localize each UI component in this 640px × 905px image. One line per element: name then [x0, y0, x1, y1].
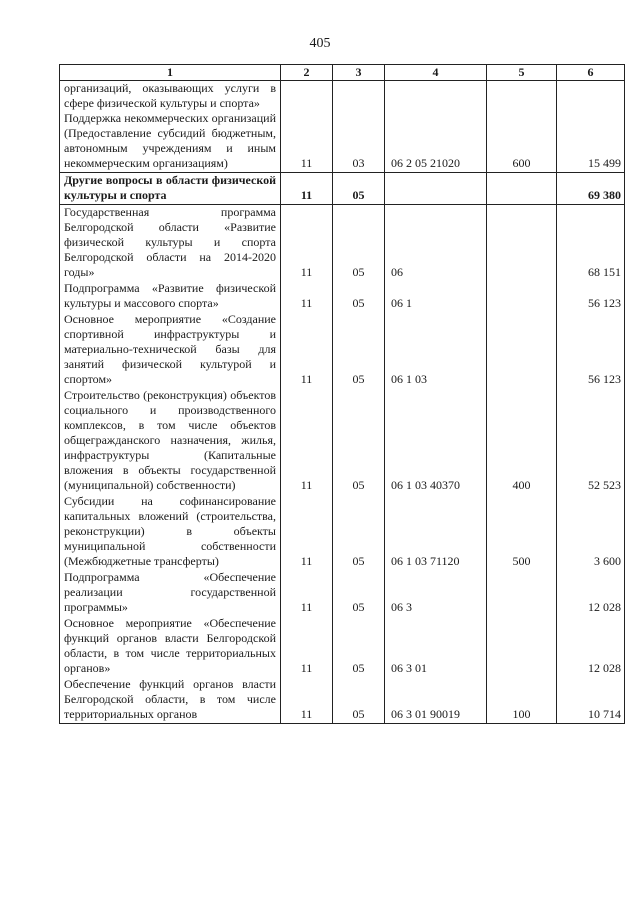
target-article-cell: 06 1 03	[385, 312, 487, 388]
subsection-cell: 05	[333, 570, 385, 616]
target-article-cell	[385, 173, 487, 205]
section-cell: 11	[281, 312, 333, 388]
column-header-name: 1	[60, 65, 281, 81]
row-name-text: организаций, оказывающих услуги в сфере физической культуры и спорта»	[64, 81, 276, 110]
row-name-cell	[60, 205, 281, 282]
budget-table	[59, 64, 625, 724]
column-header-subsection: 3	[333, 65, 385, 81]
amount-cell: 52 523	[557, 388, 625, 494]
section-cell: 11	[281, 494, 333, 570]
table-row	[60, 205, 625, 282]
amount-cell: 68 151	[557, 205, 625, 282]
table-body	[60, 81, 625, 724]
amount-cell: 56 123	[557, 281, 625, 312]
row-name-cell	[60, 616, 281, 677]
table-row	[60, 616, 625, 677]
column-header-amount: 6	[557, 65, 625, 81]
table-row	[60, 494, 625, 570]
column-header-expense-type: 5	[487, 65, 557, 81]
row-name-cell	[60, 570, 281, 616]
row-name-text: Подпрограмма «Обеспечение реализации государственной программы»	[64, 570, 276, 614]
amount-cell: 3 600	[557, 494, 625, 570]
section-cell: 11	[281, 173, 333, 205]
expense-type-cell	[487, 616, 557, 677]
amount-cell: 15 499	[557, 81, 625, 173]
section-cell: 11	[281, 616, 333, 677]
table-row	[60, 81, 625, 173]
amount-cell: 56 123	[557, 312, 625, 388]
row-name-cell	[60, 677, 281, 724]
subsection-cell: 05	[333, 173, 385, 205]
subsection-cell: 05	[333, 494, 385, 570]
expense-type-cell	[487, 312, 557, 388]
amount-cell: 10 714	[557, 677, 625, 724]
table-row	[60, 388, 625, 494]
target-article-cell: 06 3 01	[385, 616, 487, 677]
row-name-cell	[60, 388, 281, 494]
row-name-text: Государственная программа Белгородской области «Развитие физической культуры и спорта Белгородской области на 2014-2020 годы»	[64, 205, 276, 279]
subsection-cell: 05	[333, 205, 385, 282]
expense-type-cell: 600	[487, 81, 557, 173]
row-name-text: Строительство (реконструкция) объектов социального и производственного комплексов, в том числе объектов общегражданского назначения, жилья, инфраструктуры (Капитальные вложения в объекты государственной (муниципальной) собственности)	[64, 388, 276, 492]
expense-type-cell: 400	[487, 388, 557, 494]
expense-type-cell: 500	[487, 494, 557, 570]
expense-type-cell: 100	[487, 677, 557, 724]
subsection-cell: 05	[333, 616, 385, 677]
row-name-text: Основное мероприятие «Создание спортивной инфраструктуры и материально-технической базы для занятий физической культурой и спортом»	[64, 312, 276, 386]
row-name-text: Поддержка некоммерческих организаций (Предоставление субсидий бюджетным, автономным учреждениям и иным некоммерческим организациям)	[64, 111, 276, 170]
target-article-cell: 06 2 05 21020	[385, 81, 487, 173]
row-name-text: Обеспечение функций органов власти Белгородской области, в том числе территориальных органов	[64, 677, 276, 721]
row-name-cell	[60, 81, 281, 173]
table-row	[60, 677, 625, 724]
amount-cell: 69 380	[557, 173, 625, 205]
row-name-cell	[60, 281, 281, 312]
table-row	[60, 312, 625, 388]
section-cell: 11	[281, 677, 333, 724]
expense-type-cell	[487, 205, 557, 282]
subsection-cell: 05	[333, 677, 385, 724]
table-row	[60, 173, 625, 205]
section-cell: 11	[281, 81, 333, 173]
page-number: 405	[309, 36, 331, 51]
target-article-cell: 06 3	[385, 570, 487, 616]
row-name-text: Субсидии на софинансирование капитальных вложений (строительства, реконструкции) в объекты муниципальной собственности (Межбюджетные трансферты)	[64, 494, 276, 568]
section-cell: 11	[281, 205, 333, 282]
section-cell: 11	[281, 388, 333, 494]
expense-type-cell	[487, 281, 557, 312]
row-name-cell	[60, 173, 281, 205]
subsection-cell: 05	[333, 281, 385, 312]
column-header-target-article: 4	[385, 65, 487, 81]
table-header-row	[60, 65, 625, 81]
column-header-section: 2	[281, 65, 333, 81]
target-article-cell: 06	[385, 205, 487, 282]
row-name-text: Другие вопросы в области физической культуры и спорта	[64, 173, 276, 202]
row-name-text: Основное мероприятие «Обеспечение функций органов власти Белгородской области, в том числе территориальных органов»	[64, 616, 276, 675]
subsection-cell: 05	[333, 388, 385, 494]
table-row	[60, 281, 625, 312]
amount-cell: 12 028	[557, 570, 625, 616]
expense-type-cell	[487, 173, 557, 205]
amount-cell: 12 028	[557, 616, 625, 677]
target-article-cell: 06 1 03 40370	[385, 388, 487, 494]
row-name-cell	[60, 494, 281, 570]
row-name-text: Подпрограмма «Развитие физической культуры и массового спорта»	[64, 281, 276, 310]
section-cell: 11	[281, 570, 333, 616]
section-cell: 11	[281, 281, 333, 312]
table-row	[60, 570, 625, 616]
subsection-cell: 03	[333, 81, 385, 173]
expense-type-cell	[487, 570, 557, 616]
target-article-cell: 06 1 03 71120	[385, 494, 487, 570]
target-article-cell: 06 3 01 90019	[385, 677, 487, 724]
row-name-cell	[60, 312, 281, 388]
target-article-cell: 06 1	[385, 281, 487, 312]
subsection-cell: 05	[333, 312, 385, 388]
